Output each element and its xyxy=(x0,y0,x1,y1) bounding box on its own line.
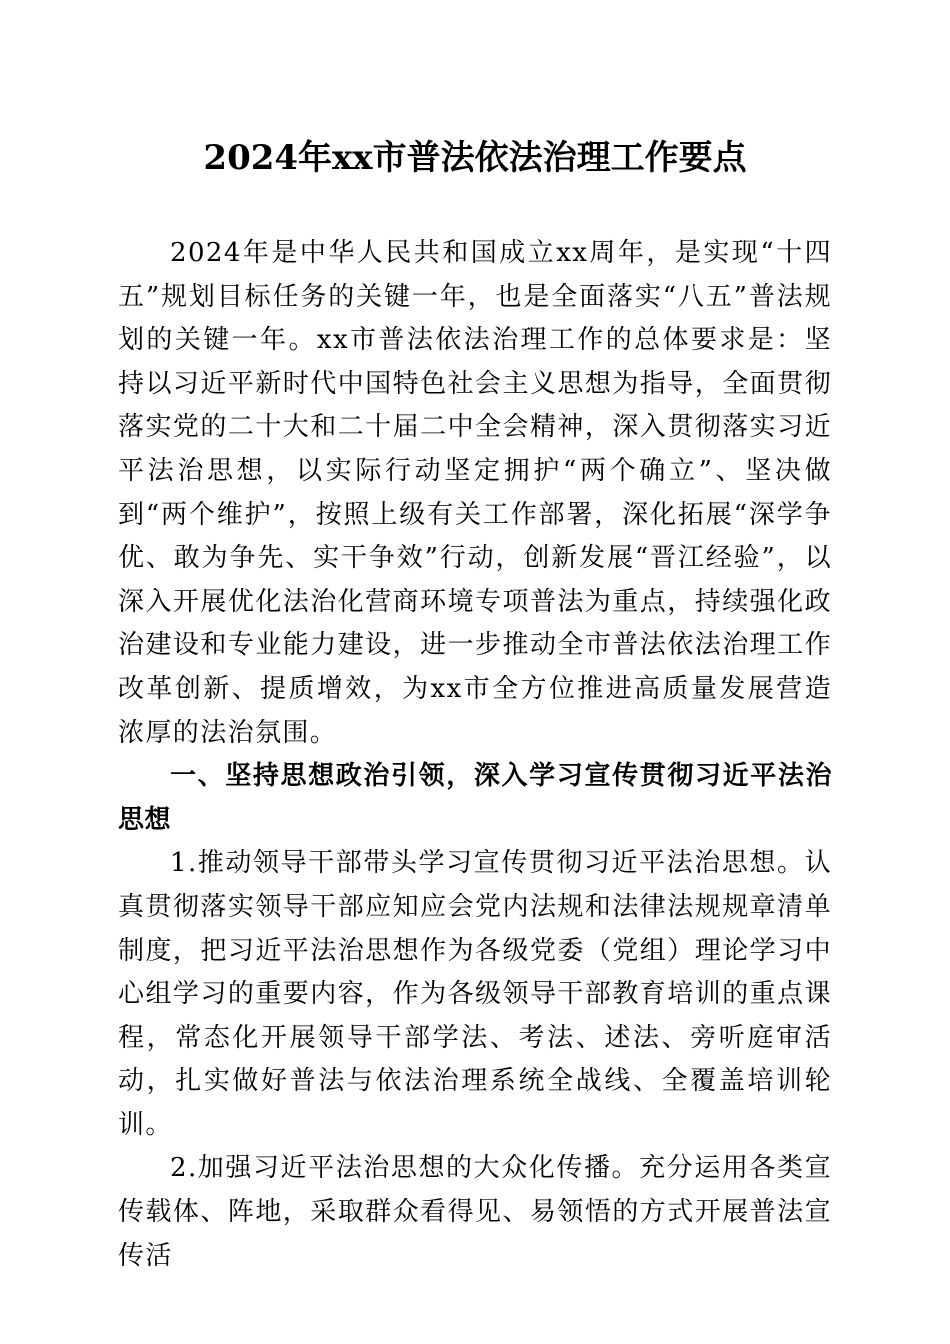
item-paragraph-1: 1.推动领导干部带头学习宣传贯彻习近平法治思想。认真贯彻落实领导干部应知应会党内法规和法律法规规章清单制度，把习近平法治思想作为各级党委（党组）理论学习中心组学习的重要内容，作为各级领导干部教育培训的重点课程，常态化开展领导干部学法、考法、述法、旁听庭审活动，扎实做好普法与依法治理系统全战线、全覆盖培训轮训。 xyxy=(118,848,832,1140)
document-title: 2024年xx市普法依法治理工作要点 xyxy=(203,138,747,178)
document-body xyxy=(118,232,832,1278)
section-heading: 一、坚持思想政治引领，深入学习宣传贯彻习近平法治思想 xyxy=(118,761,832,835)
intro-paragraph: 2024年是中华人民共和国成立xx周年，是实现“十四五”规划目标任务的关键一年，也是全面落实“八五”普法规划的关键一年。xx市普法依法治理工作的总体要求是：坚持以习近平新时代中国特色社会主义思想为指导，全面贯彻落实党的二十大和二十届二中全会精神，深入贯彻落实习近平法治思想，以实际行动坚定拥护“两个确立”、坚决做到“两个维护”，按照上级有关工作部署，深化拓展“深学争优、敢为争先、实干争效”行动，创新发展“晋江经验”，以深入开展优化法治化营商环境专项普法为重点，持续强化政治建设和专业能力建设，进一步推动全市普法依法治理工作改革创新、提质增效，为xx市全方位推进高质量发展营造浓厚的法治氛围。 xyxy=(118,238,832,748)
item-paragraph-2: 2.加强习近平法治思想的大众化传播。充分运用各类宣传载体、阵地，采取群众看得见、易领悟的方式开展普法宣传活 xyxy=(118,1153,832,1271)
